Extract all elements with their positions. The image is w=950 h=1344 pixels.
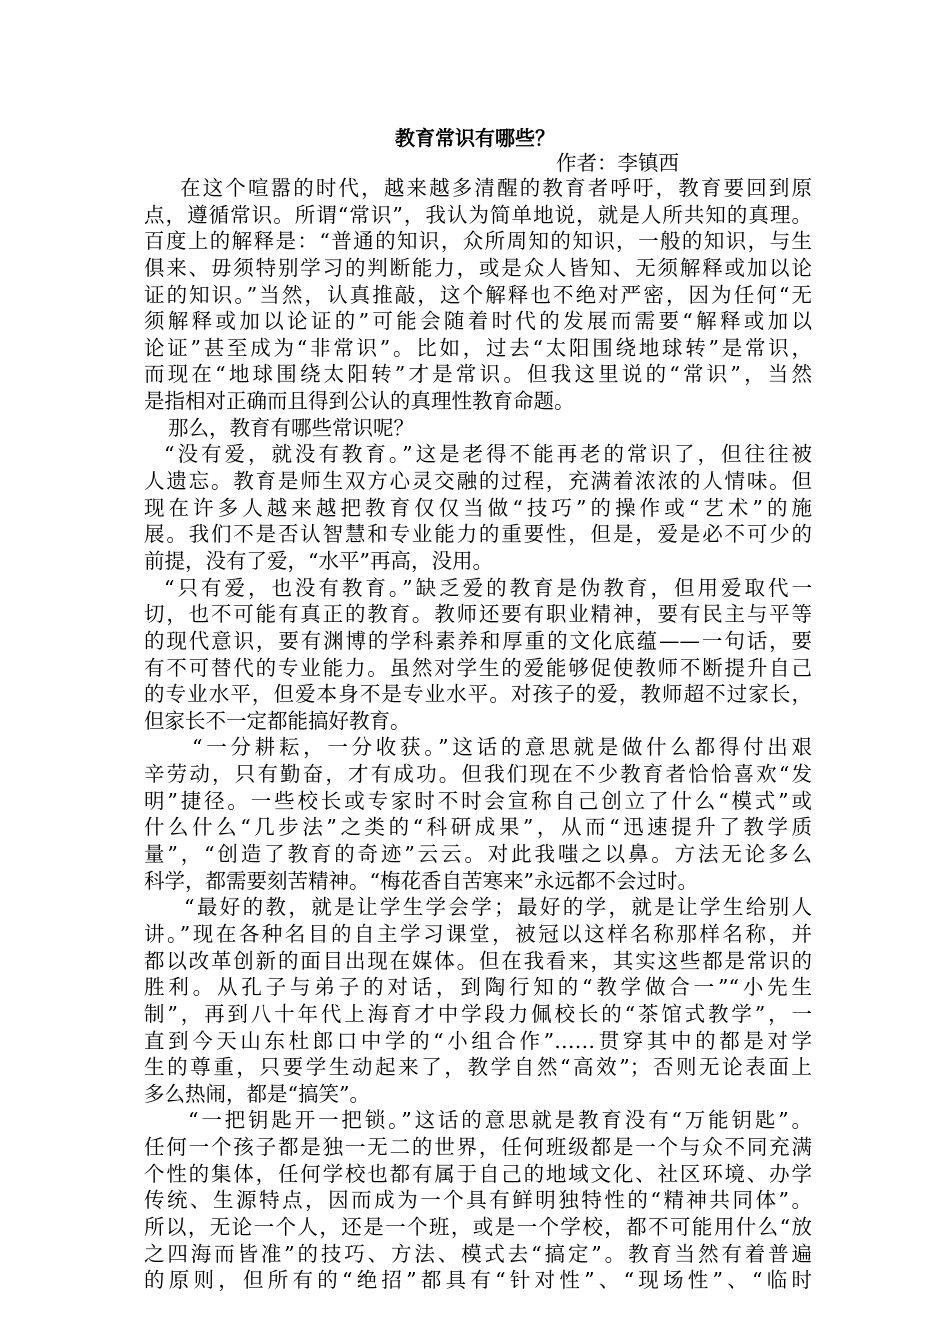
body-line: 明”捷径。一些校长或专家时不时会宣称自己创立了什么“模式”或 bbox=[144, 788, 812, 813]
body-line: 所以，无论一个人，还是一个班，或是一个学校，都不可能用什么“放 bbox=[144, 1214, 812, 1239]
body-line: “最好的教，就是让学生学会学；最好的学，就是让学生给别人 bbox=[184, 895, 812, 920]
body-line: 传统、生源特点，因而成为一个具有鲜明独特性的“精神共同体”。 bbox=[144, 1188, 812, 1213]
body-line: 前提，没有了爱，“水平”再高，没用。 bbox=[144, 548, 493, 573]
body-line: 论证”甚至成为“非常识”。比如，过去“太阳围绕地球转”是常识， bbox=[144, 335, 812, 360]
body-line: 个性的集体，任何学校也都有属于自己的地域文化、社区环境、办学 bbox=[144, 1161, 812, 1186]
body-line: 任何一个孩子都是独一无二的世界，任何班级都是一个与众不同充满 bbox=[144, 1135, 812, 1160]
body-line: 辛劳动，只有勤奋，才有成功。但我们现在不少教育者恰恰喜欢“发 bbox=[144, 762, 812, 787]
body-line: 而现在“地球围绕太阳转”才是常识。但我这里说的“常识”，当然 bbox=[144, 362, 812, 387]
body-line: 是指相对正确而且得到公认的真理性教育命题。 bbox=[144, 389, 575, 414]
body-line: 制”，再到八十年代上海育才中学段力佩校长的“茶馆式教学”，一 bbox=[144, 1001, 812, 1026]
body-line: 百度上的解释是：“普通的知识，众所周知的知识，一般的知识，与生 bbox=[144, 229, 812, 254]
body-line: 但家长不一定都能搞好教育。 bbox=[144, 708, 411, 733]
article-body bbox=[144, 175, 812, 1294]
body-line: 科学，都需要刻苦精神。“梅花香自苦寒来”永远都不会过时。 bbox=[144, 868, 698, 893]
body-line: 量”，“创造了教育的奇迹”云云。对此我嗤之以鼻。方法无论多么 bbox=[144, 842, 812, 867]
article-author: 作者：李镇西 bbox=[556, 151, 679, 175]
body-line: 什么什么“几步法”之类的“科研成果”，从而“迅速提升了教学质 bbox=[144, 815, 812, 840]
body-line: 俱来、毋须特别学习的判断能力，或是众人皆知、无须解释或加以论 bbox=[144, 255, 812, 280]
body-line: “一把钥匙开一把锁。”这话的意思就是教育没有“万能钥匙”。 bbox=[188, 1108, 812, 1133]
body-line: “没有爱，就没有教育。”这是老得不能再老的常识了，但往往被 bbox=[164, 442, 812, 467]
body-line: 现在许多人越来越把教育仅仅当做“技巧”的操作或“艺术”的施 bbox=[144, 495, 812, 520]
body-line: 那么，教育有哪些常识呢？ bbox=[168, 415, 414, 440]
article-title: 教育常识有哪些？ bbox=[395, 126, 555, 150]
body-line: “只有爱，也没有教育。”缺乏爱的教育是伪教育，但用爱取代一 bbox=[164, 575, 812, 600]
body-line: 有不可替代的专业能力。虽然对学生的爱能够促使教师不断提升自己 bbox=[144, 655, 812, 680]
body-line: 的专业水平，但爱本身不是专业水平。对孩子的爱，教师超不过家长， bbox=[144, 682, 812, 707]
body-line: 证的知识。”当然，认真推敲，这个解释也不绝对严密，因为任何“无 bbox=[144, 282, 812, 307]
body-line: 的现代意识，要有渊博的学科素养和厚重的文化底蕴——一句话，要 bbox=[144, 628, 812, 653]
body-line: 之四海而皆准”的技巧、方法、模式去“搞定”。教育当然有着普遍 bbox=[144, 1241, 812, 1266]
body-line: 人遗忘。教育是师生双方心灵交融的过程，充满着浓浓的人情味。但 bbox=[144, 469, 812, 494]
body-line: 切，也不可能有真正的教育。教师还要有职业精神，要有民主与平等 bbox=[144, 602, 812, 627]
body-line: 须解释或加以论证的”可能会随着时代的发展而需要“解释或加以 bbox=[144, 309, 812, 334]
body-line: 点，遵循常识。所谓“常识”，我认为简单地说，就是人所共知的真理。 bbox=[144, 202, 812, 227]
body-line: 展。我们不是否认智慧和专业能力的重要性，但是，爱是必不可少的 bbox=[144, 522, 812, 547]
body-line: 的原则，但所有的“绝招”都具有“针对性”、“现场性”、“临时 bbox=[144, 1268, 812, 1293]
body-line: 直到今天山东杜郎口中学的“小组合作”……贯穿其中的都是对学 bbox=[144, 1028, 812, 1053]
body-line: 胜利。从孔子与弟子的对话，到陶行知的“教学做合一”“小先生 bbox=[144, 975, 812, 1000]
body-line: 讲。”现在各种名目的自主学习课堂，被冠以这样名称那样名称，并 bbox=[144, 921, 812, 946]
body-line: 多么热闹，都是“搞笑”。 bbox=[144, 1081, 370, 1106]
body-line: 都以改革创新的面目出现在媒体。但在我看来，其实这些都是常识的 bbox=[144, 948, 812, 973]
body-line: 生的尊重，只要学生动起来了，教学自然“高效”；否则无论表面上 bbox=[144, 1055, 812, 1080]
body-line: “一分耕耘，一分收获。”这话的意思就是做什么都得付出艰 bbox=[192, 735, 812, 760]
body-line: 在这个喧嚣的时代，越来越多清醒的教育者呼吁，教育要回到原 bbox=[180, 176, 812, 200]
